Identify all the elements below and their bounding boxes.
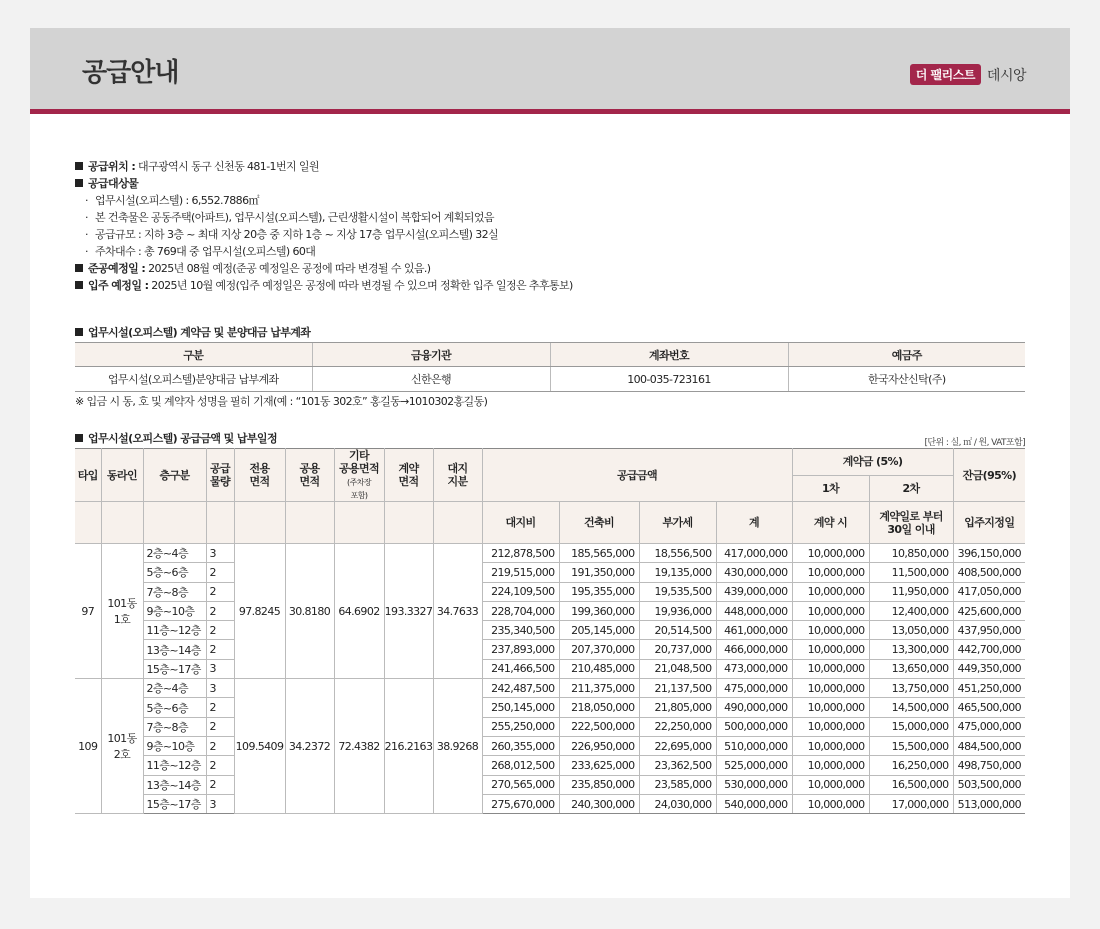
account-cell: 100-035-723161 bbox=[550, 367, 788, 392]
deposit-second-cell: 12,400,000 bbox=[869, 601, 953, 620]
account-note: ※ 입금 시 동, 호 및 계약자 성명을 필히 기재(예 : “101동 302호” 홍길동→1010302홍길동) bbox=[75, 395, 488, 408]
building-cost-cell: 235,850,000 bbox=[559, 775, 639, 794]
total-cell: 500,000,000 bbox=[716, 717, 792, 736]
total-cell: 439,000,000 bbox=[716, 582, 792, 601]
vat-cell: 21,048,500 bbox=[639, 659, 716, 678]
land-cost-cell: 237,893,000 bbox=[482, 640, 559, 659]
qty-cell: 2 bbox=[206, 698, 234, 717]
balance-cell: 417,050,000 bbox=[953, 582, 1025, 601]
floor-cell: 7층~8층 bbox=[143, 582, 206, 601]
floor-cell: 15층~17층 bbox=[143, 659, 206, 678]
total-cell: 490,000,000 bbox=[716, 698, 792, 717]
table-row bbox=[75, 367, 1025, 392]
floor-cell: 2층~4층 bbox=[143, 679, 206, 698]
qty-cell: 2 bbox=[206, 582, 234, 601]
building-cost-cell: 218,050,000 bbox=[559, 698, 639, 717]
location-line: 공급위치 : 대구광역시 동구 신천동 481-1번지 일원 bbox=[75, 158, 1025, 175]
balance-cell: 396,150,000 bbox=[953, 544, 1025, 563]
contract-area-cell: 216.2163 bbox=[384, 679, 433, 814]
deposit-first-cell: 10,000,000 bbox=[792, 582, 869, 601]
balance-cell: 503,500,000 bbox=[953, 775, 1025, 794]
deposit-second-cell: 15,000,000 bbox=[869, 717, 953, 736]
deposit-second-cell: 16,500,000 bbox=[869, 775, 953, 794]
building-cost-cell: 233,625,000 bbox=[559, 756, 639, 775]
qty-cell: 3 bbox=[206, 679, 234, 698]
floor-cell: 7층~8층 bbox=[143, 717, 206, 736]
table-row bbox=[75, 756, 1025, 775]
qty-cell: 3 bbox=[206, 544, 234, 563]
balance-cell: 475,000,000 bbox=[953, 717, 1025, 736]
land-cost-cell: 235,340,500 bbox=[482, 621, 559, 640]
vat-cell: 18,556,500 bbox=[639, 544, 716, 563]
building-cost-cell: 199,360,000 bbox=[559, 601, 639, 620]
other-area-cell: 64.6902 bbox=[334, 544, 384, 679]
balance-cell: 425,600,000 bbox=[953, 601, 1025, 620]
total-cell: 448,000,000 bbox=[716, 601, 792, 620]
content-area bbox=[75, 158, 1025, 814]
account-table bbox=[75, 342, 1025, 392]
qty-cell: 2 bbox=[206, 640, 234, 659]
total-cell: 510,000,000 bbox=[716, 736, 792, 755]
land-cost-cell: 250,145,000 bbox=[482, 698, 559, 717]
header-spacer bbox=[334, 502, 384, 544]
deposit-first-cell: 10,000,000 bbox=[792, 698, 869, 717]
balance-cell: 442,700,000 bbox=[953, 640, 1025, 659]
exclusive-area-cell: 97.8245 bbox=[234, 544, 285, 679]
total-cell: 530,000,000 bbox=[716, 775, 792, 794]
account-section-title: 업무시설(오피스텔) 계약금 및 분양대금 납부계좌 bbox=[75, 324, 1025, 342]
total-cell: 475,000,000 bbox=[716, 679, 792, 698]
header-dong-line: 동라인 bbox=[101, 449, 143, 502]
price-section-title: 업무시설(오피스텔) 공급금액 및 납부일정 bbox=[75, 430, 277, 448]
header-bar bbox=[30, 28, 1070, 114]
square-bullet-icon bbox=[75, 179, 83, 187]
price-title-row bbox=[75, 430, 1025, 448]
square-bullet-icon bbox=[75, 434, 83, 442]
deposit-first-cell: 10,000,000 bbox=[792, 621, 869, 640]
deposit-first-cell: 10,000,000 bbox=[792, 736, 869, 755]
land-cost-cell: 228,704,000 bbox=[482, 601, 559, 620]
deposit-first-cell: 10,000,000 bbox=[792, 756, 869, 775]
header-balance: 잔금(95%) bbox=[953, 449, 1025, 502]
deposit-first-cell: 10,000,000 bbox=[792, 794, 869, 813]
deposit-second-cell: 11,950,000 bbox=[869, 582, 953, 601]
floor-cell: 2층~4층 bbox=[143, 544, 206, 563]
header-spacer bbox=[75, 502, 101, 544]
header-second: 2차 bbox=[869, 475, 953, 502]
deposit-first-cell: 10,000,000 bbox=[792, 563, 869, 582]
floor-cell: 15층~17층 bbox=[143, 794, 206, 813]
square-bullet-icon bbox=[75, 162, 83, 170]
header-deposit: 계약금 (5%) bbox=[792, 449, 953, 476]
header-spacer bbox=[433, 502, 482, 544]
common-area-cell: 30.8180 bbox=[285, 544, 334, 679]
header-land-cost: 대지비 bbox=[482, 502, 559, 544]
header-supply-qty: 공급 물량 bbox=[206, 449, 234, 502]
page-title: 공급안내 bbox=[82, 58, 179, 88]
balance-cell: 513,000,000 bbox=[953, 794, 1025, 813]
qty-cell: 2 bbox=[206, 775, 234, 794]
floor-cell: 5층~6층 bbox=[143, 563, 206, 582]
header-common-area: 공용 면적 bbox=[285, 449, 334, 502]
table-row bbox=[75, 679, 1025, 698]
header-other-area: 기타 공용면적 (주차장 포함) bbox=[334, 449, 384, 502]
table-row bbox=[75, 544, 1025, 563]
price-table bbox=[75, 448, 1025, 814]
brand-name: 데시앙 bbox=[986, 67, 1026, 84]
total-cell: 430,000,000 bbox=[716, 563, 792, 582]
header-movein-date: 입주지정일 bbox=[953, 502, 1025, 544]
header-vat: 부가세 bbox=[639, 502, 716, 544]
deposit-second-cell: 16,250,000 bbox=[869, 756, 953, 775]
header-total: 계 bbox=[716, 502, 792, 544]
floor-cell: 9층~10층 bbox=[143, 736, 206, 755]
vat-cell: 20,514,500 bbox=[639, 621, 716, 640]
account-header-cell: 구분 bbox=[75, 343, 312, 367]
type-cell: 109 bbox=[75, 679, 101, 814]
land-cost-cell: 212,878,500 bbox=[482, 544, 559, 563]
deposit-first-cell: 10,000,000 bbox=[792, 601, 869, 620]
deposit-second-cell: 13,650,000 bbox=[869, 659, 953, 678]
qty-cell: 2 bbox=[206, 601, 234, 620]
balance-cell: 437,950,000 bbox=[953, 621, 1025, 640]
header-spacer bbox=[101, 502, 143, 544]
target-item: · 주차대수 : 총 769대 중 업무시설(오피스텔) 60대 bbox=[85, 245, 316, 258]
building-cost-cell: 195,355,000 bbox=[559, 582, 639, 601]
land-cost-cell: 260,355,000 bbox=[482, 736, 559, 755]
floor-cell: 11층~12층 bbox=[143, 756, 206, 775]
target-item: · 업무시설(오피스텔) : 6,552.7886㎡ bbox=[85, 194, 259, 207]
total-cell: 540,000,000 bbox=[716, 794, 792, 813]
dong-line-cell: 101동 1호 bbox=[101, 544, 143, 679]
completion-line: 준공예정일 : 2025년 08월 예정(준공 예정일은 공정에 따라 변경될 수 있음.) bbox=[75, 260, 1025, 277]
table-row bbox=[75, 563, 1025, 582]
dong-line-cell: 101동 2호 bbox=[101, 679, 143, 814]
building-cost-cell: 191,350,000 bbox=[559, 563, 639, 582]
table-row bbox=[75, 794, 1025, 813]
building-cost-cell: 210,485,000 bbox=[559, 659, 639, 678]
vat-cell: 21,805,000 bbox=[639, 698, 716, 717]
deposit-second-cell: 15,500,000 bbox=[869, 736, 953, 755]
balance-cell: 451,250,000 bbox=[953, 679, 1025, 698]
land-cost-cell: 275,670,000 bbox=[482, 794, 559, 813]
deposit-second-cell: 14,500,000 bbox=[869, 698, 953, 717]
table-row bbox=[75, 601, 1025, 620]
supply-info-card bbox=[30, 28, 1070, 898]
deposit-second-cell: 13,050,000 bbox=[869, 621, 953, 640]
type-cell: 97 bbox=[75, 544, 101, 679]
qty-cell: 3 bbox=[206, 794, 234, 813]
building-cost-cell: 207,370,000 bbox=[559, 640, 639, 659]
header-floor: 층구분 bbox=[143, 449, 206, 502]
land-cost-cell: 241,466,500 bbox=[482, 659, 559, 678]
header-supply-amount: 공급금액 bbox=[482, 449, 792, 502]
contract-area-cell: 193.3327 bbox=[384, 544, 433, 679]
table-row bbox=[75, 582, 1025, 601]
header-building-cost: 건축비 bbox=[559, 502, 639, 544]
land-share-cell: 38.9268 bbox=[433, 679, 482, 814]
land-cost-cell: 224,109,500 bbox=[482, 582, 559, 601]
qty-cell: 2 bbox=[206, 621, 234, 640]
land-cost-cell: 255,250,000 bbox=[482, 717, 559, 736]
account-cell: 업무시설(오피스텔)분양대금 납부계좌 bbox=[75, 367, 312, 392]
header-land-share: 대지 지분 bbox=[433, 449, 482, 502]
balance-cell: 498,750,000 bbox=[953, 756, 1025, 775]
brand-badge: 더 팰리스트 bbox=[910, 64, 981, 85]
vat-cell: 22,695,000 bbox=[639, 736, 716, 755]
floor-cell: 13층~14층 bbox=[143, 775, 206, 794]
land-cost-cell: 268,012,500 bbox=[482, 756, 559, 775]
deposit-first-cell: 10,000,000 bbox=[792, 640, 869, 659]
brand-logo bbox=[910, 64, 1026, 85]
account-header-cell: 금융기관 bbox=[312, 343, 550, 367]
header-spacer bbox=[206, 502, 234, 544]
common-area-cell: 34.2372 bbox=[285, 679, 334, 814]
total-cell: 525,000,000 bbox=[716, 756, 792, 775]
target-item: · 공급규모 : 지하 3층 ~ 최대 지상 20층 중 지하 1층 ~ 지상 17층 업무시설(오피스텔) 32실 bbox=[85, 228, 499, 241]
qty-cell: 2 bbox=[206, 717, 234, 736]
balance-cell: 465,500,000 bbox=[953, 698, 1025, 717]
table-row bbox=[75, 775, 1025, 794]
balance-cell: 408,500,000 bbox=[953, 563, 1025, 582]
square-bullet-icon bbox=[75, 281, 83, 289]
qty-cell: 3 bbox=[206, 659, 234, 678]
total-cell: 473,000,000 bbox=[716, 659, 792, 678]
vat-cell: 19,936,000 bbox=[639, 601, 716, 620]
floor-cell: 11층~12층 bbox=[143, 621, 206, 640]
account-cell: 한국자산신탁(주) bbox=[788, 367, 1025, 392]
total-cell: 461,000,000 bbox=[716, 621, 792, 640]
vat-cell: 23,362,500 bbox=[639, 756, 716, 775]
table-row bbox=[75, 659, 1025, 678]
qty-cell: 2 bbox=[206, 563, 234, 582]
land-cost-cell: 219,515,000 bbox=[482, 563, 559, 582]
header-exclusive-area: 전용 면적 bbox=[234, 449, 285, 502]
floor-cell: 9층~10층 bbox=[143, 601, 206, 620]
land-cost-cell: 242,487,500 bbox=[482, 679, 559, 698]
header-at-contract: 계약 시 bbox=[792, 502, 869, 544]
land-cost-cell: 270,565,000 bbox=[482, 775, 559, 794]
deposit-second-cell: 13,300,000 bbox=[869, 640, 953, 659]
deposit-first-cell: 10,000,000 bbox=[792, 775, 869, 794]
building-cost-cell: 222,500,000 bbox=[559, 717, 639, 736]
deposit-second-cell: 17,000,000 bbox=[869, 794, 953, 813]
other-area-cell: 72.4382 bbox=[334, 679, 384, 814]
vat-cell: 21,137,500 bbox=[639, 679, 716, 698]
building-cost-cell: 226,950,000 bbox=[559, 736, 639, 755]
movein-line: 입주 예정일 : 2025년 10월 예정(입주 예정일은 공정에 따라 변경될 수 있으며 정확한 입주 일정은 추후통보) bbox=[75, 277, 1025, 294]
total-cell: 466,000,000 bbox=[716, 640, 792, 659]
header-spacer bbox=[384, 502, 433, 544]
unit-note: [단위 : 실, ㎡ / 원, VAT포함] bbox=[924, 438, 1025, 448]
header-within-30: 계약일로 부터 30일 이내 bbox=[869, 502, 953, 544]
vat-cell: 19,535,500 bbox=[639, 582, 716, 601]
deposit-second-cell: 10,850,000 bbox=[869, 544, 953, 563]
building-cost-cell: 205,145,000 bbox=[559, 621, 639, 640]
square-bullet-icon bbox=[75, 264, 83, 272]
deposit-first-cell: 10,000,000 bbox=[792, 679, 869, 698]
building-cost-cell: 240,300,000 bbox=[559, 794, 639, 813]
target-item: · 본 건축물은 공동주택(아파트), 업무시설(오피스텔), 근린생활시설이 복합되어 계획되었음 bbox=[85, 211, 494, 224]
table-row bbox=[75, 698, 1025, 717]
deposit-second-cell: 11,500,000 bbox=[869, 563, 953, 582]
floor-cell: 5층~6층 bbox=[143, 698, 206, 717]
header-contract-area: 계약 면적 bbox=[384, 449, 433, 502]
table-row bbox=[75, 717, 1025, 736]
header-spacer bbox=[285, 502, 334, 544]
balance-cell: 484,500,000 bbox=[953, 736, 1025, 755]
deposit-first-cell: 10,000,000 bbox=[792, 544, 869, 563]
header-type: 타입 bbox=[75, 449, 101, 502]
floor-cell: 13층~14층 bbox=[143, 640, 206, 659]
table-row bbox=[75, 640, 1025, 659]
deposit-first-cell: 10,000,000 bbox=[792, 717, 869, 736]
deposit-first-cell: 10,000,000 bbox=[792, 659, 869, 678]
target-line: 공급대상물 bbox=[75, 175, 1025, 192]
account-header-cell: 계좌번호 bbox=[550, 343, 788, 367]
balance-cell: 449,350,000 bbox=[953, 659, 1025, 678]
account-header-cell: 예금주 bbox=[788, 343, 1025, 367]
vat-cell: 19,135,000 bbox=[639, 563, 716, 582]
building-cost-cell: 211,375,000 bbox=[559, 679, 639, 698]
header-first: 1차 bbox=[792, 475, 869, 502]
exclusive-area-cell: 109.5409 bbox=[234, 679, 285, 814]
account-cell: 신한은행 bbox=[312, 367, 550, 392]
vat-cell: 24,030,000 bbox=[639, 794, 716, 813]
qty-cell: 2 bbox=[206, 756, 234, 775]
land-share-cell: 34.7633 bbox=[433, 544, 482, 679]
total-cell: 417,000,000 bbox=[716, 544, 792, 563]
qty-cell: 2 bbox=[206, 736, 234, 755]
table-row bbox=[75, 621, 1025, 640]
deposit-second-cell: 13,750,000 bbox=[869, 679, 953, 698]
building-cost-cell: 185,565,000 bbox=[559, 544, 639, 563]
vat-cell: 23,585,000 bbox=[639, 775, 716, 794]
square-bullet-icon bbox=[75, 328, 83, 336]
header-spacer bbox=[234, 502, 285, 544]
vat-cell: 20,737,000 bbox=[639, 640, 716, 659]
vat-cell: 22,250,000 bbox=[639, 717, 716, 736]
header-spacer bbox=[143, 502, 206, 544]
table-row bbox=[75, 736, 1025, 755]
